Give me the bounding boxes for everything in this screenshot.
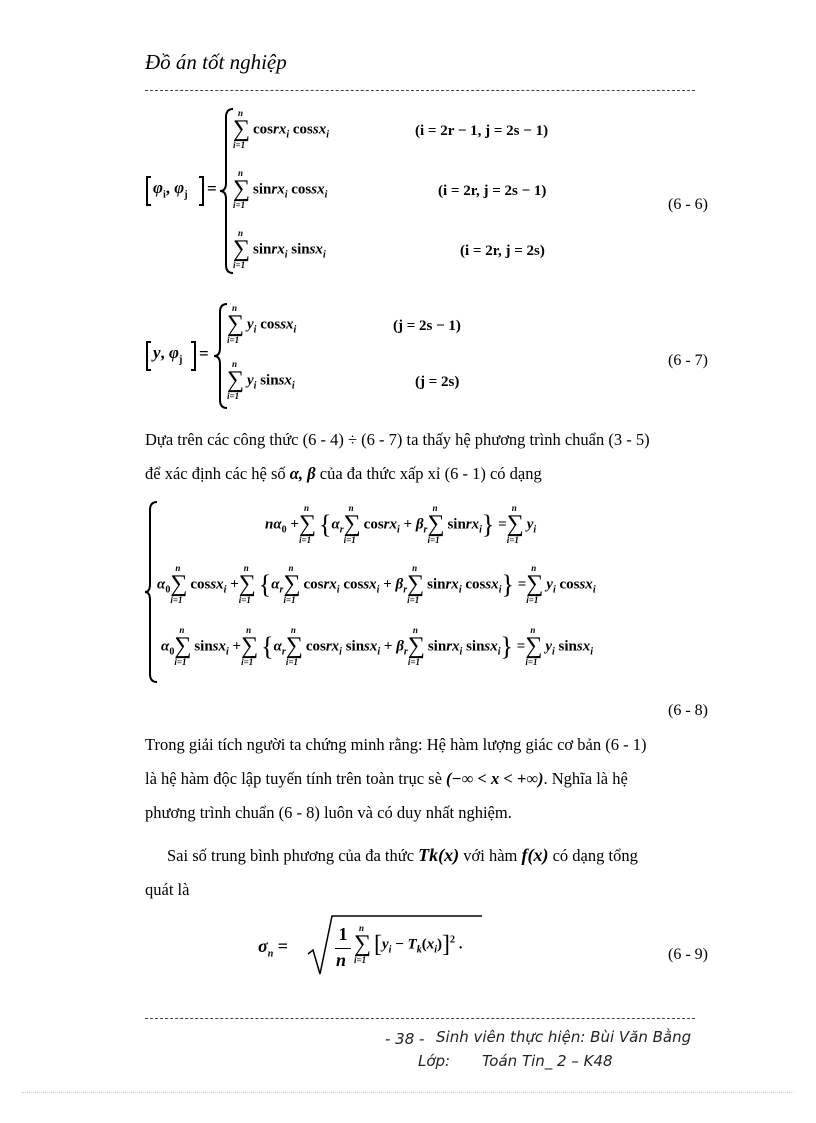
equation-6-6-condition-3: (i = 2r, j = 2s) <box>460 243 545 259</box>
text-span: để xác định các hệ số <box>145 464 290 483</box>
text-span: của đa thức xấp xỉ (6 - 1) có dạng <box>315 464 542 483</box>
paragraph-line <box>145 762 720 796</box>
equation-6-6-condition-1: (i = 2r − 1, j = 2s − 1) <box>415 123 549 139</box>
paragraph-line <box>145 457 720 491</box>
equation-6-8-number: (6 - 8) <box>668 702 708 719</box>
text-span: có dạng tổng <box>548 846 638 865</box>
equation-6-6-number: (6 - 6) <box>668 196 708 213</box>
paragraph-line: phương trình chuẩn (6 - 8) luôn và có duy nhất nghiệm. <box>145 803 512 822</box>
equation-6-9: $\sigma_n$ = 1 n n ∑ i=1 $[y_i - T_k(x_i)]^2$ . <box>258 912 518 982</box>
paragraph-independence <box>145 728 720 830</box>
equation-6-8: $n\alpha_0$ + n ∑ i=1 {$\alpha_r$ n ∑ i=1 cosrx$_i$ + $\beta_r$ n ∑ i=1 sinrx$_i$} = n ∑ i=1 $y_i$ $\alpha_0$ n ∑ i=1 cossx$_i$ + n ∑ i=1 {$\alpha_r$ n ∑ i=1 cosrx$_i$ cossx$_i$ + $\beta_r$ n ∑ i=1 sinrx$_i$ cossx$_i$} = n ∑ i=1 $y_i$ cossx$_i$ $\alpha_0$ n ∑ i=1 sinsx$_i$ + n ∑ i=1 {$\alpha_r$ n ∑ i=1 cosrx$_i$ sinsx$_i$ + $\beta_r$ n ∑ i=1 sinrx$_i$ sinsx$_i$} = n ∑ i=1 $y_i$ sinsx$_i$ <box>145 498 725 688</box>
equation-6-6-condition-2: (i = 2r, j = 2s − 1) <box>438 183 547 199</box>
text-span: Sai số trung bình phương của đa thức <box>167 846 419 865</box>
equation-6-6: $\varphi_i$, $\varphi_j$ = n ∑ i=1 cosrx$_i$ cossx$_i$ (i = 2r − 1, j = 2s − 1) n ∑ i=1 sinrx$_i$ cossx$_i$ (i = 2r, j = 2s − 1) n ∑ i=1 sinrx$_i$ sinsx$_i$ (i = 2r, j = 2s) <box>145 105 725 277</box>
paragraph-normal-equations <box>145 423 720 491</box>
page-bottom-edge <box>22 1092 794 1093</box>
coefficient-symbols: α, β <box>289 464 316 483</box>
footer-divider <box>145 1018 695 1019</box>
equation-6-9-number: (6 - 9) <box>668 946 708 963</box>
function-symbol: f(x) <box>521 845 549 865</box>
equation-6-7-condition-1: (j = 2s − 1) <box>393 318 461 334</box>
header-divider <box>145 90 695 91</box>
text-span: . Nghĩa là hệ <box>543 769 628 788</box>
paragraph-line: Trong giải tích người ta chứng minh rằng: Hệ hàm lượng giác cơ bản (6 - 1) <box>145 735 647 754</box>
document-header-title: Đồ án tốt nghiệp <box>145 50 287 74</box>
interval-expression: (−∞ < x < +∞) <box>446 769 544 788</box>
paragraph-line <box>145 838 720 873</box>
footer-class-label: Lớp: <box>418 1052 451 1070</box>
footer-class-value: Toán Tin_ 2 – K48 <box>482 1052 613 1070</box>
polynomial-symbol: Tk(x) <box>418 845 460 865</box>
text-span: là hệ hàm độc lập tuyến tính trên toàn trục sè <box>145 769 447 788</box>
text-span: với hàm <box>459 846 522 865</box>
paragraph-mean-square-error <box>145 838 720 907</box>
paragraph-line: Dựa trên các công thức (6 - 4) ÷ (6 - 7) ta thấy hệ phương trình chuẩn (3 - 5) <box>145 430 650 449</box>
equation-6-7-condition-2: (j = 2s) <box>415 374 460 390</box>
page-number: - 38 - <box>385 1030 425 1048</box>
paragraph-line: quát là <box>145 880 190 899</box>
equation-6-7-number: (6 - 7) <box>668 352 708 369</box>
equation-6-7: y, $\varphi_j$ = n ∑ i=1 $y_i$ cossx$_i$ (j = 2s − 1) n ∑ i=1 $y_i$ sinsx$_i$ (j = 2s) <box>145 300 705 412</box>
footer-author: Sinh viên thực hiện: Bùi Văn Bằng <box>436 1028 692 1046</box>
